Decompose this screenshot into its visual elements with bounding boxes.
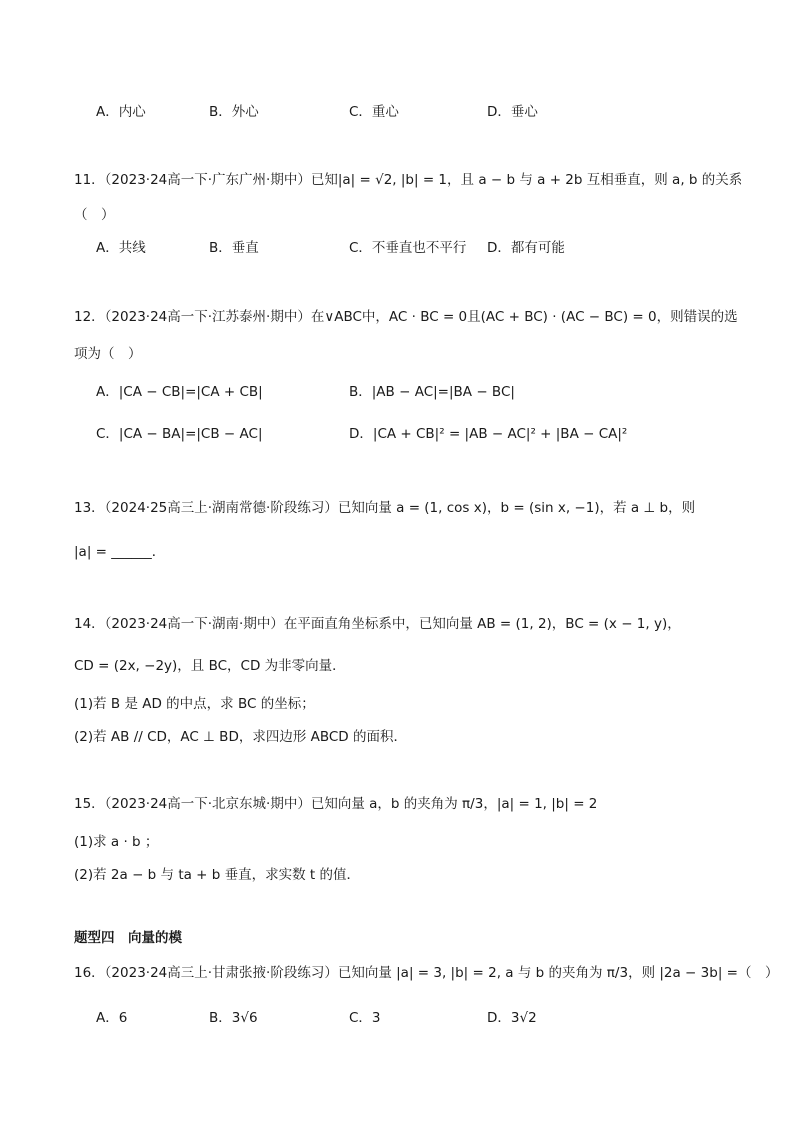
q12-option-b: B．|AB − AC|=|BA − BC| — [349, 384, 515, 400]
q15-part1: (1)求 a · b ； — [74, 834, 159, 850]
q11-stem-line2: （ ） — [74, 207, 115, 223]
q16-option-c: C．3 — [349, 1010, 381, 1026]
q12-stem-line1: 12．（2023·24高一下·江苏泰州·期中）在∨ABC中，AC · BC = 0且(AC + BC) · (AC − BC) = 0，则错误的选 — [74, 309, 738, 325]
q13-stem-line1: 13．（2024·25高三上·湖南常德·阶段练习）已知向量 a = (1, cos x)，b = (sin x, −1)，若 a ⊥ b，则 — [74, 500, 696, 516]
q10-option-c: C．重心 — [349, 104, 399, 120]
q11-stem-line1: 11．（2023·24高一下·广东广州·期中）已知|a| = √2, |b| = 1，且 a − b 与 a + 2b 互相垂直，则 a, b 的关系 — [74, 172, 743, 188]
q14-part2: (2)若 AB // CD，AC ⊥ BD，求四边形 ABCD 的面积． — [74, 729, 407, 745]
q16-option-d: D．3√2 — [487, 1010, 537, 1026]
q12-option-c: C．|CA − BA|=|CB − AC| — [96, 426, 263, 442]
q11-option-a: A．共线 — [96, 240, 146, 256]
q16-option-a: A．6 — [96, 1010, 128, 1026]
q14-stem-line1: 14．（2023·24高一下·湖南·期中）在平面直角坐标系中，已知向量 AB = (1, 2)，BC = (x − 1, y)， — [74, 616, 681, 632]
q14-part1: (1)若 B 是 AD 的中点，求 BC 的坐标； — [74, 696, 315, 712]
q10-option-b: B．外心 — [209, 104, 259, 120]
q12-option-a: A．|CA − CB|=|CA + CB| — [96, 384, 263, 400]
q11-option-d: D．都有可能 — [487, 240, 565, 256]
q13-stem-line2: |a| = ______． — [74, 544, 166, 560]
q14-stem-line2: CD = (2x, −2y)，且 BC，CD 为非零向量． — [74, 658, 346, 674]
q11-option-c: C．不垂直也不平行 — [349, 240, 467, 256]
q10-option-a: A．内心 — [96, 104, 146, 120]
q15-part2: (2)若 2a − b 与 ta + b 垂直，求实数 t 的值． — [74, 867, 361, 883]
q12-stem-line2: 项为（ ） — [74, 346, 142, 362]
q15-stem-line1: 15．（2023·24高一下·北京东城·期中）已知向量 a，b 的夹角为 π/3，|a| = 1, |b| = 2 — [74, 796, 598, 812]
q16-stem-line1: 16．（2023·24高三上·甘肃张掖·阶段练习）已知向量 |a| = 3, |b| = 2, a 与 b 的夹角为 π/3，则 |2a − 3b| =（ ） — [74, 965, 779, 981]
q12-option-d: D．|CA + CB|² = |AB − AC|² + |BA − CA|² — [349, 426, 628, 442]
q16-option-b: B．3√6 — [209, 1010, 258, 1026]
q11-option-b: B．垂直 — [209, 240, 259, 256]
section-heading: 题型四 向量的模 — [74, 930, 182, 946]
q10-option-d: D．垂心 — [487, 104, 538, 120]
